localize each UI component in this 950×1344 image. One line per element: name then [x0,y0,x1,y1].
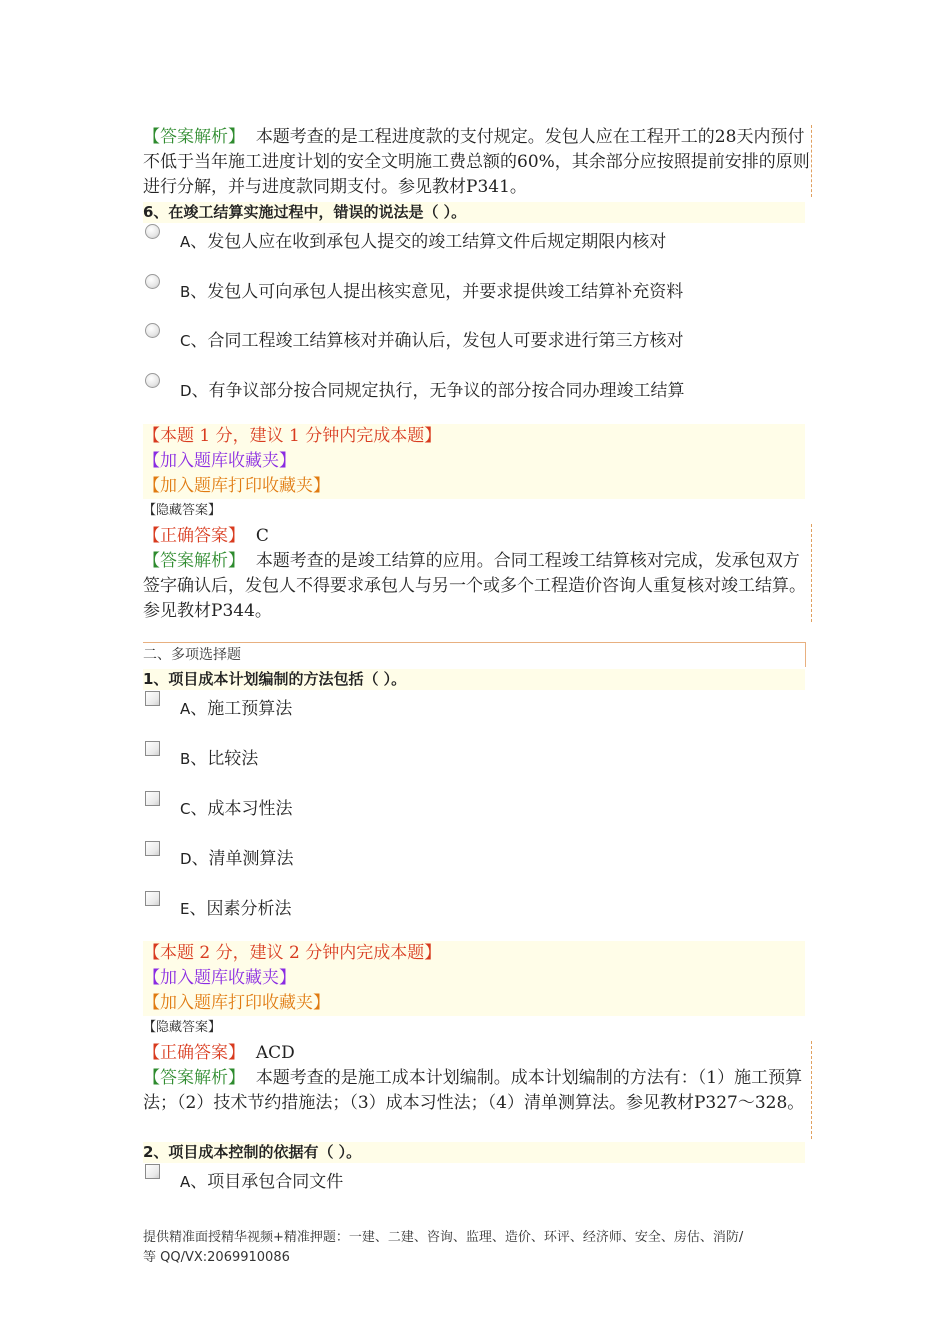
option-text: 、因素分析法 [189,899,292,919]
radio-button[interactable] [145,224,160,239]
analysis-tag: 【答案解析】 [143,1068,245,1088]
question-title: 6、在竣工结算实施过程中，错误的说法是（ ）。 [143,202,805,223]
answer-analysis [143,1066,811,1116]
radio-button[interactable] [145,373,160,388]
answer-analysis [143,549,811,624]
option-letter: A [180,700,191,718]
option-text: 、清单测算法 [191,849,294,869]
option-letter: C [180,800,191,818]
option-text: 、合同工程竣工结算核对并确认后，发包人可要求进行第三方核对 [190,331,684,351]
correct-answer [143,1041,811,1066]
correct-answer-tag: 【正确答案】 [143,1043,245,1063]
analysis-text: 本题考查的是竣工结算的应用。合同工程竣工结算核对完成，发承包双方签字确认后，发包人不得要求承包人与另一个或多个工程造价咨询人重复核对竣工结算。参见教材P344。 [143,551,806,621]
option-text: 、比较法 [190,749,259,769]
hide-answer-link[interactable]: 【隐藏答案】 [143,1020,222,1035]
footer-note [143,1228,823,1268]
answer-box [143,1041,812,1139]
option-letter: E [180,900,190,918]
checkbox[interactable] [145,791,160,806]
add-favorites-link[interactable]: 【加入题库收藏夹】 [143,449,805,474]
correct-answer-value: C [255,526,269,546]
option-text: 、项目承包合同文件 [190,1172,344,1192]
option-letter: A [180,233,191,251]
add-print-favorites-link[interactable]: 【加入题库打印收藏夹】 [143,474,805,499]
hide-answer-link[interactable]: 【隐藏答案】 [143,503,222,518]
analysis-tag: 【答案解析】 [143,127,245,147]
option-letter: D [180,850,192,868]
correct-answer [143,524,811,549]
checkbox[interactable] [145,1164,160,1179]
section-title: 二、多项选择题 [143,642,806,667]
checkbox[interactable] [145,691,160,706]
checkbox[interactable] [145,841,160,856]
answer-box [143,524,812,622]
analysis-text: 本题考查的是工程进度款的支付规定。发包人应在工程开工的28天内预付不低于当年施工进度计划的安全文明施工费总额的60%，其余部分应按照提前安排的原则进行分解，并与进度款同期支付。参见教材P341。 [143,127,810,197]
radio-button[interactable] [145,274,160,289]
question-title: 1、项目成本计划编制的方法包括（ ）。 [143,669,805,690]
answer-analysis [143,125,812,197]
option-text: 、有争议部分按合同规定执行，无争议的部分按合同办理竣工结算 [191,381,685,401]
correct-answer-value: ACD [255,1043,295,1063]
option-text: 、成本习性法 [190,799,293,819]
option-text: 、发包人应在收到承包人提交的竣工结算文件后规定期限内核对 [190,232,667,252]
checkbox[interactable] [145,891,160,906]
radio-button[interactable] [145,323,160,338]
score-note: 【本题 1 分，建议 1 分钟内完成本题】 [143,424,805,449]
option-text: 、施工预算法 [190,699,293,719]
correct-answer-tag: 【正确答案】 [143,526,245,546]
option-letter: C [180,332,191,350]
question-title: 2、项目成本控制的依据有（ ）。 [143,1142,805,1163]
option-letter: D [180,382,192,400]
option-letter: B [180,283,191,301]
checkbox[interactable] [145,741,160,756]
option-letter: A [180,1173,191,1191]
analysis-tag: 【答案解析】 [143,551,245,571]
option-letter: B [180,750,191,768]
footer-line-1: 提供精准面授精华视频+精准押题：一建、二建、咨询、监理、造价、环评、经济师、安全、房估、消防/ [143,1230,744,1245]
add-favorites-link[interactable]: 【加入题库收藏夹】 [143,966,805,991]
analysis-text: 本题考查的是施工成本计划编制。成本计划编制的方法有：（1）施工预算法；（2）技术节约措施法；（3）成本习性法；（4）清单测算法。参见教材P327～328。 [143,1068,805,1113]
footer-line-2: 等 QQ/VX:2069910086 [143,1250,290,1265]
add-print-favorites-link[interactable]: 【加入题库打印收藏夹】 [143,991,805,1016]
option-text: 、发包人可向承包人提出核实意见，并要求提供竣工结算补充资料 [190,282,684,302]
score-note: 【本题 2 分，建议 2 分钟内完成本题】 [143,941,805,966]
